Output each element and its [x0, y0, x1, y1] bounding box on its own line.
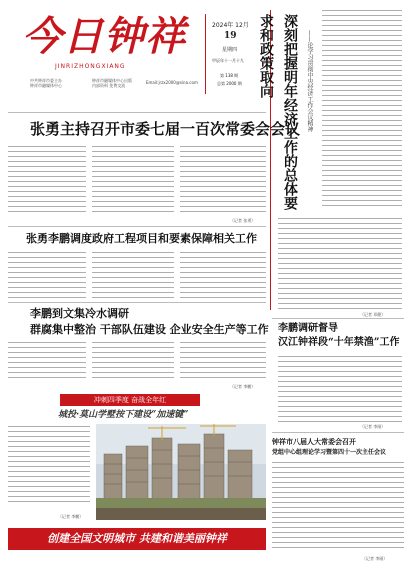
masthead-pinyin: JINRIZHONGXIANG: [55, 63, 126, 70]
second-headline: 张勇李鹏调度政府工程项目和要素保障相关工作: [26, 232, 257, 245]
right-mid-text: [278, 356, 402, 422]
right-vertical-sub-text: ——论学习贯彻中央经济工作会议精神: [306, 30, 313, 132]
second-col-2: [92, 252, 174, 300]
footer-slogan: 创建全国文明城市 共建和谐美丽钟祥: [47, 532, 227, 545]
right-column-text-2: [278, 218, 402, 310]
right-mid-rule: [272, 318, 404, 319]
masthead-title: 今日钟祥: [22, 13, 186, 60]
construction-photo-image: [96, 424, 266, 520]
second-top-rule: [8, 226, 266, 227]
second-col-3: [180, 252, 266, 300]
byline-right-mid: （记者 李刚）: [360, 424, 386, 429]
byline-lead: （记者 张勇）: [230, 218, 256, 223]
right-vertical-sub: [304, 30, 314, 150]
byline-third: （记者 李鹏）: [230, 384, 256, 389]
date-month: 2024年 12月: [212, 22, 249, 29]
lead-col-2: [92, 146, 174, 216]
right-low-headline-2: 党组中心组理论学习暨第四十一次主任会议: [272, 449, 387, 456]
issue-no: 第 138 期: [220, 73, 239, 78]
date-lunar: 甲辰年十一月十九: [212, 58, 244, 63]
right-low-headline-1: 钟祥市八届人大常委会召开: [272, 437, 356, 446]
info-line-1: 中共钟祥市委主办: [30, 78, 62, 83]
third-headline-1: 李鹏到文集冷水调研: [30, 307, 129, 320]
byline-right: （记者 邓健）: [360, 312, 386, 317]
right-vertical-headline: [258, 14, 302, 214]
lead-headline: 张勇主持召开市委七届一百次常委会会议: [30, 120, 301, 138]
third-col-3: [180, 342, 266, 382]
masthead-email: Email:jrzx2000@sina.com: [146, 80, 198, 85]
third-col-2: [92, 342, 174, 382]
construction-photo: [96, 424, 266, 520]
photo-title: 城投·莫山学墅按下建设“加速键”: [58, 410, 189, 420]
lead-col-3: [180, 146, 266, 216]
issue-total: 总第 2000 期: [217, 81, 242, 86]
photo-banner-text: 冲刺四季度 奋战全年红: [93, 396, 167, 404]
info-line-3: 钟祥市融媒体中心出版: [92, 78, 132, 83]
right-column-text-1: [322, 10, 402, 210]
byline-right-low: （记者 李刚）: [362, 556, 388, 561]
third-top-rule: [8, 302, 266, 303]
right-low-text: [272, 462, 404, 552]
right-mid-headline-2: 汉江钟祥段“十年禁渔”工作: [278, 337, 400, 348]
right-mid-headline-1: 李鹏调研督导: [278, 323, 338, 334]
right-vertical-headline-text: 深刻把握明年经济工作的总体要求和政策取向: [258, 14, 298, 210]
lead-top-rule: [8, 112, 266, 113]
lead-col-1: [8, 146, 86, 216]
third-headline-2: 群腐集中整治 干部队伍建设 企业安全生产等工作: [30, 323, 269, 336]
byline-photo: （记者 李鹏）: [58, 514, 84, 519]
info-line-2: 钟祥市融媒体中心: [30, 83, 62, 88]
info-line-4: 内部资料 免费交流: [92, 83, 126, 88]
second-col-1: [8, 252, 86, 300]
right-low-rule: [272, 432, 404, 433]
date-day: 19: [224, 31, 237, 41]
third-col-1: [8, 342, 86, 382]
date-weekday: 星期四: [222, 47, 238, 53]
photo-caption-text: [8, 426, 90, 504]
